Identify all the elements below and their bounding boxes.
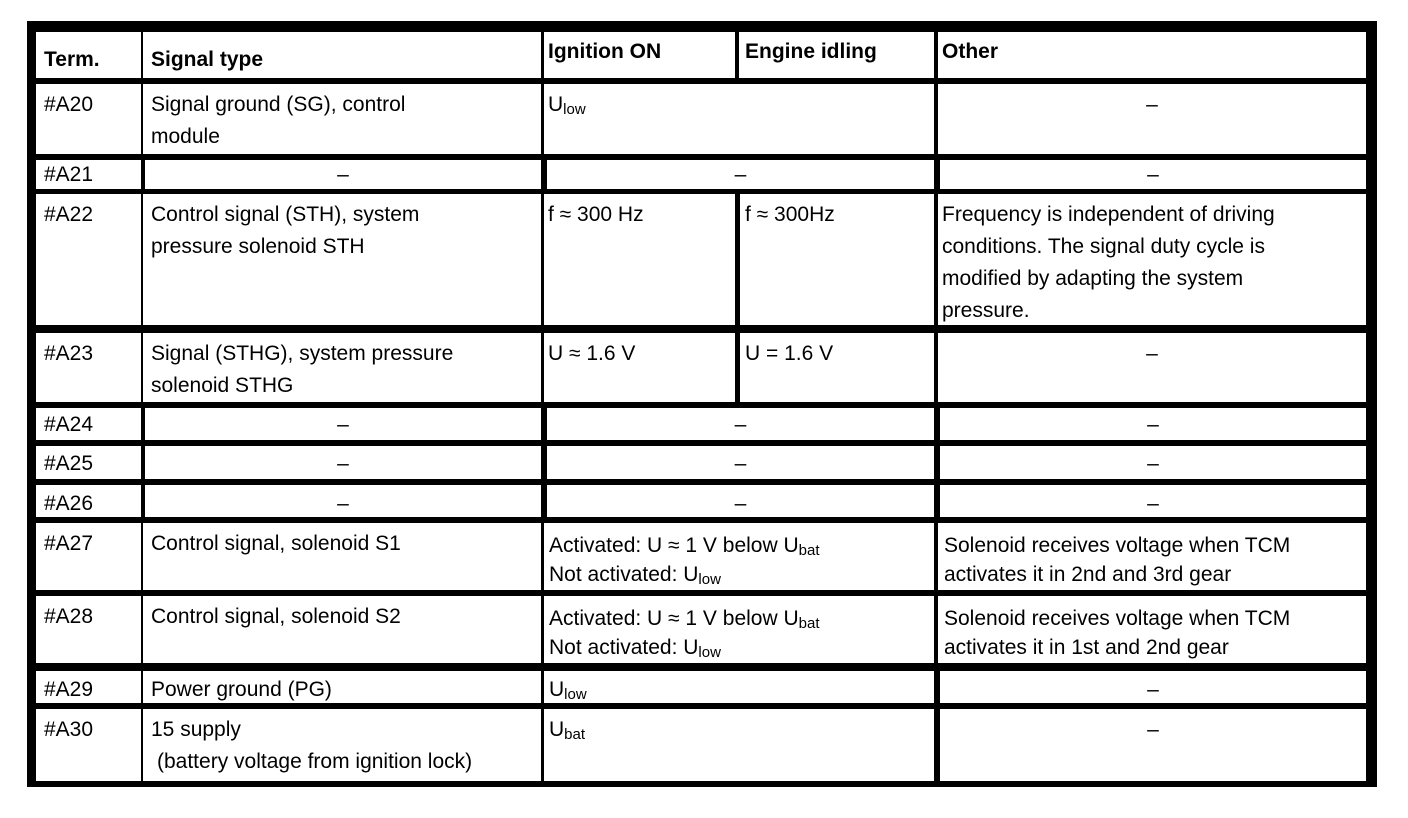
- value-text: f ≈ 300 Hz: [548, 203, 644, 226]
- row-a29-other: [940, 671, 1366, 703]
- term-label: #A27: [44, 532, 94, 555]
- other-text: Solenoid receives voltage when TCM: [944, 534, 1291, 557]
- signal-type-text: module: [151, 125, 220, 148]
- value-subscript: bat: [798, 542, 820, 559]
- row-a26-signal: [145, 485, 541, 517]
- value-text: U ≈ 1.6 V: [548, 342, 636, 365]
- row-a26-value: [547, 485, 934, 517]
- row-a21-value: [547, 160, 934, 189]
- term-label: #A24: [44, 413, 94, 436]
- signal-type-text: Power ground (PG): [151, 678, 332, 701]
- signal-type-text: –: [337, 452, 349, 475]
- other-text: conditions. The signal duty cycle is: [942, 235, 1265, 258]
- signal-type-text: Signal (STHG), system pressure: [151, 342, 454, 365]
- row-a23-ignition-on: [544, 333, 735, 402]
- signal-type-text: (battery voltage from ignition lock): [157, 750, 473, 773]
- term-label: #A29: [44, 678, 94, 701]
- other-text: –: [1146, 342, 1158, 365]
- header-ignition-on-text: Ignition ON: [548, 40, 662, 63]
- signal-type-text: –: [337, 492, 349, 515]
- row-a23-signal: [143, 333, 541, 402]
- term-label: #A20: [44, 93, 94, 116]
- row-a21-other: [940, 160, 1366, 189]
- value-line: [549, 633, 926, 662]
- other-text: activates it in 2nd and 3rd gear: [944, 563, 1232, 586]
- header-ignition-on: [544, 32, 735, 78]
- row-a27-value: [544, 523, 934, 590]
- value-line: [549, 531, 926, 560]
- row-a20-term: [36, 84, 141, 154]
- row-a29-signal: [143, 671, 541, 703]
- value-subscript: low: [698, 644, 721, 661]
- signal-type-text: 15 supply: [151, 718, 241, 741]
- row-a28-other: [938, 596, 1366, 663]
- signal-type-text: Control signal (STH), system: [151, 203, 420, 226]
- value-text: U: [548, 93, 564, 116]
- row-a29-term: [36, 671, 141, 703]
- value-text: –: [734, 452, 747, 475]
- row-a22-signal: [143, 194, 541, 325]
- signal-type-text: –: [337, 413, 349, 436]
- term-label: #A28: [44, 605, 94, 628]
- row-a27-other: [938, 523, 1366, 590]
- header-term-text: Term.: [44, 48, 100, 71]
- value-line: [549, 604, 926, 633]
- row-a23-engine-idling: [740, 333, 934, 402]
- value-text: U = 1.6 V: [745, 342, 834, 365]
- signal-type-text: Control signal, solenoid S2: [151, 605, 401, 628]
- row-a25-signal: [145, 446, 541, 479]
- row-a30-other: [940, 709, 1366, 781]
- value-text: U: [549, 678, 565, 701]
- other-text: Frequency is independent of driving: [942, 203, 1275, 226]
- row-a26-term: [36, 485, 141, 517]
- row-a20-value: [544, 84, 934, 154]
- value-subscript: low: [564, 686, 587, 703]
- signal-type-text: Signal ground (SG), control: [151, 93, 406, 116]
- row-a30-value: [544, 709, 934, 781]
- row-a22-ignition-on: [544, 194, 735, 325]
- row-a22-other: [938, 194, 1366, 325]
- value-subscript: low: [698, 571, 721, 588]
- row-a30-signal: [143, 709, 541, 781]
- signal-type-text: solenoid STHG: [151, 374, 294, 397]
- row-a20-other: [938, 84, 1366, 154]
- header-other-text: Other: [942, 40, 999, 63]
- row-a24-term: [36, 408, 141, 440]
- row-a22-engine-idling: [740, 194, 934, 325]
- term-label: #A23: [44, 342, 94, 365]
- value-text: U: [549, 718, 565, 741]
- header-engine-idling: [739, 32, 934, 78]
- other-text: modified by adapting the system: [942, 267, 1244, 290]
- value-text: Activated: U ≈ 1 V below U: [549, 607, 799, 630]
- row-a25-value: [547, 446, 934, 479]
- term-label: #A30: [44, 718, 94, 741]
- term-label: #A26: [44, 492, 94, 515]
- other-text: Solenoid receives voltage when TCM: [944, 607, 1291, 630]
- row-a26-other: [940, 485, 1366, 517]
- value-text: –: [734, 163, 747, 186]
- row-a25-term: [36, 446, 141, 479]
- other-text: pressure.: [942, 299, 1030, 322]
- value-text: Activated: U ≈ 1 V below U: [549, 534, 799, 557]
- other-text: activates it in 1st and 2nd gear: [944, 636, 1229, 659]
- row-a28-signal: [143, 596, 541, 663]
- row-a28-term: [36, 596, 141, 663]
- row-a21-signal: [145, 160, 541, 189]
- term-label: #A25: [44, 452, 94, 475]
- row-a24-value: [547, 408, 934, 440]
- other-text: –: [1146, 93, 1158, 116]
- row-a23-term: [36, 333, 141, 402]
- row-a23-other: [938, 333, 1366, 402]
- header-engine-idling-text: Engine idling: [745, 40, 877, 63]
- row-a30-term: [36, 709, 141, 781]
- value-text: –: [734, 492, 747, 515]
- row-a22-term: [36, 194, 141, 325]
- signal-type-text: Control signal, solenoid S1: [151, 532, 401, 555]
- other-text: –: [1147, 718, 1159, 741]
- term-label: #A21: [44, 163, 94, 186]
- row-a24-other: [940, 408, 1366, 440]
- row-a24-signal: [145, 408, 541, 440]
- value-text: Not activated: U: [549, 563, 699, 586]
- row-a29-value: [544, 671, 934, 703]
- row-a27-term: [36, 523, 141, 590]
- value-subscript: bat: [798, 615, 820, 632]
- row-a20-signal: [143, 84, 541, 154]
- header-term: [36, 32, 141, 78]
- header-other: [938, 32, 1366, 78]
- header-signal-type-text: Signal type: [151, 48, 264, 71]
- value-text: –: [734, 413, 747, 436]
- terminal-signal-table: [27, 21, 1377, 787]
- other-text: –: [1147, 678, 1159, 701]
- row-a25-other: [940, 446, 1366, 479]
- header-signal-type: [143, 32, 541, 78]
- other-text: –: [1147, 492, 1159, 515]
- value-subscript: low: [563, 101, 586, 118]
- value-text: f ≈ 300Hz: [745, 203, 835, 226]
- term-label: #A22: [44, 203, 94, 226]
- row-a27-signal: [143, 523, 541, 590]
- other-text: –: [1147, 413, 1159, 436]
- other-text: –: [1147, 452, 1159, 475]
- value-text: Not activated: U: [549, 636, 699, 659]
- row-a21-term: [36, 160, 141, 189]
- value-subscript: bat: [564, 726, 586, 743]
- signal-type-text: pressure solenoid STH: [151, 235, 365, 258]
- value-line: [549, 560, 926, 589]
- row-a28-value: [544, 596, 934, 663]
- other-text: –: [1147, 163, 1159, 186]
- signal-type-text: –: [337, 163, 349, 186]
